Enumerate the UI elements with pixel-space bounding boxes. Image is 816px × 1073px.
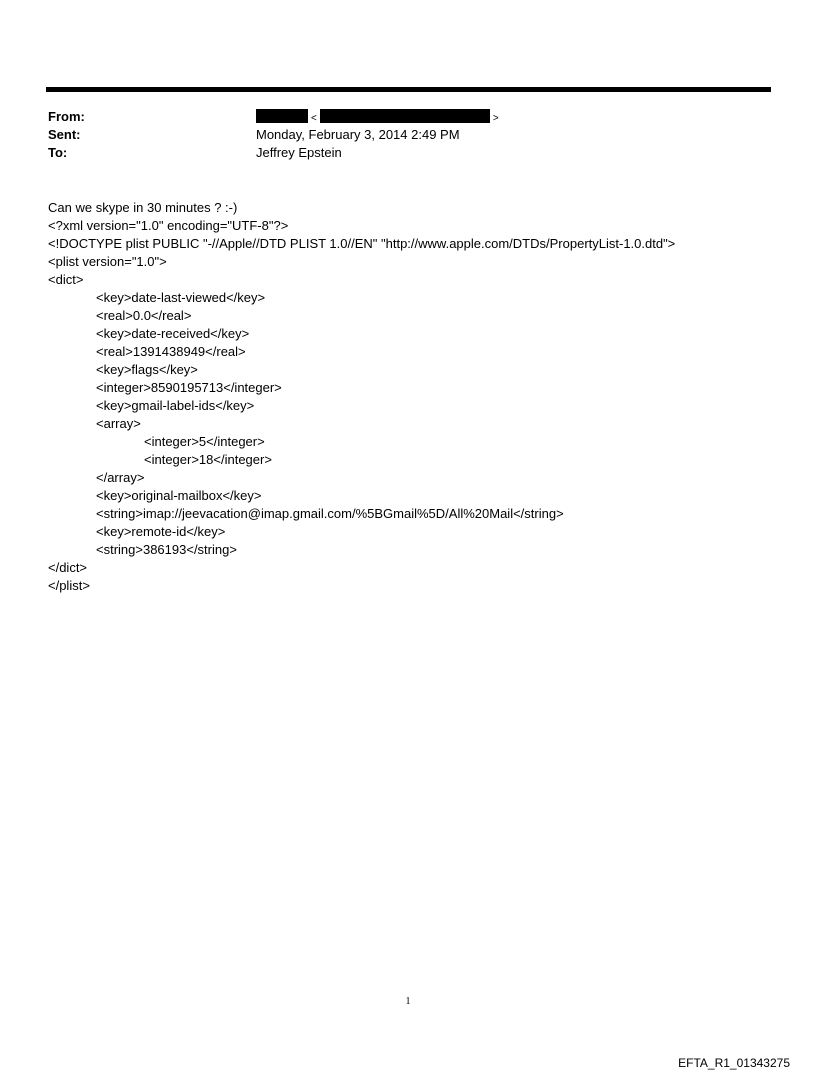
body-line: </array> xyxy=(96,470,145,485)
sent-row xyxy=(48,126,748,144)
body-line: <key>flags</key> xyxy=(96,362,198,377)
sent-label: Sent: xyxy=(48,127,81,142)
page-number: 1 xyxy=(405,996,411,1007)
body-line: <?xml version="1.0" encoding="UTF-8"?> xyxy=(48,218,289,233)
bates-number: EFTA_R1_01343275 xyxy=(678,1056,790,1070)
body-line: <real>1391438949</real> xyxy=(96,344,246,359)
body-line: <key>date-received</key> xyxy=(96,326,250,341)
body-line: <key>remote-id</key> xyxy=(96,524,226,539)
to-row xyxy=(48,144,748,162)
to-value: Jeffrey Epstein xyxy=(256,145,342,160)
body-line: <key>gmail-label-ids</key> xyxy=(96,398,255,413)
body-line: </dict> xyxy=(48,560,88,575)
body-line: <key>date-last-viewed</key> xyxy=(96,290,266,305)
body-line: <string>imap://jeevacation@imap.gmail.com/%5BGmail%5D/All%20Mail</string> xyxy=(96,506,564,521)
body-line: </plist> xyxy=(48,578,90,593)
from-label: From: xyxy=(48,109,85,124)
sent-value: Monday, February 3, 2014 2:49 PM xyxy=(256,127,460,142)
redaction-block xyxy=(256,109,308,123)
body-line: <plist version="1.0"> xyxy=(48,254,167,269)
from-close-bracket: > xyxy=(492,113,499,124)
to-label: To: xyxy=(48,145,68,160)
email-body xyxy=(48,199,788,595)
header-rule xyxy=(46,87,771,92)
from-row xyxy=(48,108,748,126)
body-line: <dict> xyxy=(48,272,84,287)
body-line: <string>386193</string> xyxy=(96,542,237,557)
body-line: <real>0.0</real> xyxy=(96,308,192,323)
email-header xyxy=(48,108,748,162)
from-open-bracket: < xyxy=(311,113,317,124)
body-line: <integer>18</integer> xyxy=(144,452,272,467)
body-line: <integer>5</integer> xyxy=(144,434,265,449)
from-value xyxy=(256,108,502,128)
body-line: <array> xyxy=(96,416,141,431)
body-line: Can we skype in 30 minutes ? :-) xyxy=(48,200,238,215)
body-line: <key>original-mailbox</key> xyxy=(96,488,262,503)
redaction-block xyxy=(320,109,490,123)
body-line: <!DOCTYPE plist PUBLIC "-//Apple//DTD PLIST 1.0//EN" "http://www.apple.com/DTDs/PropertyList-1.0.dtd"> xyxy=(48,236,676,251)
body-line: <integer>8590195713</integer> xyxy=(96,380,282,395)
